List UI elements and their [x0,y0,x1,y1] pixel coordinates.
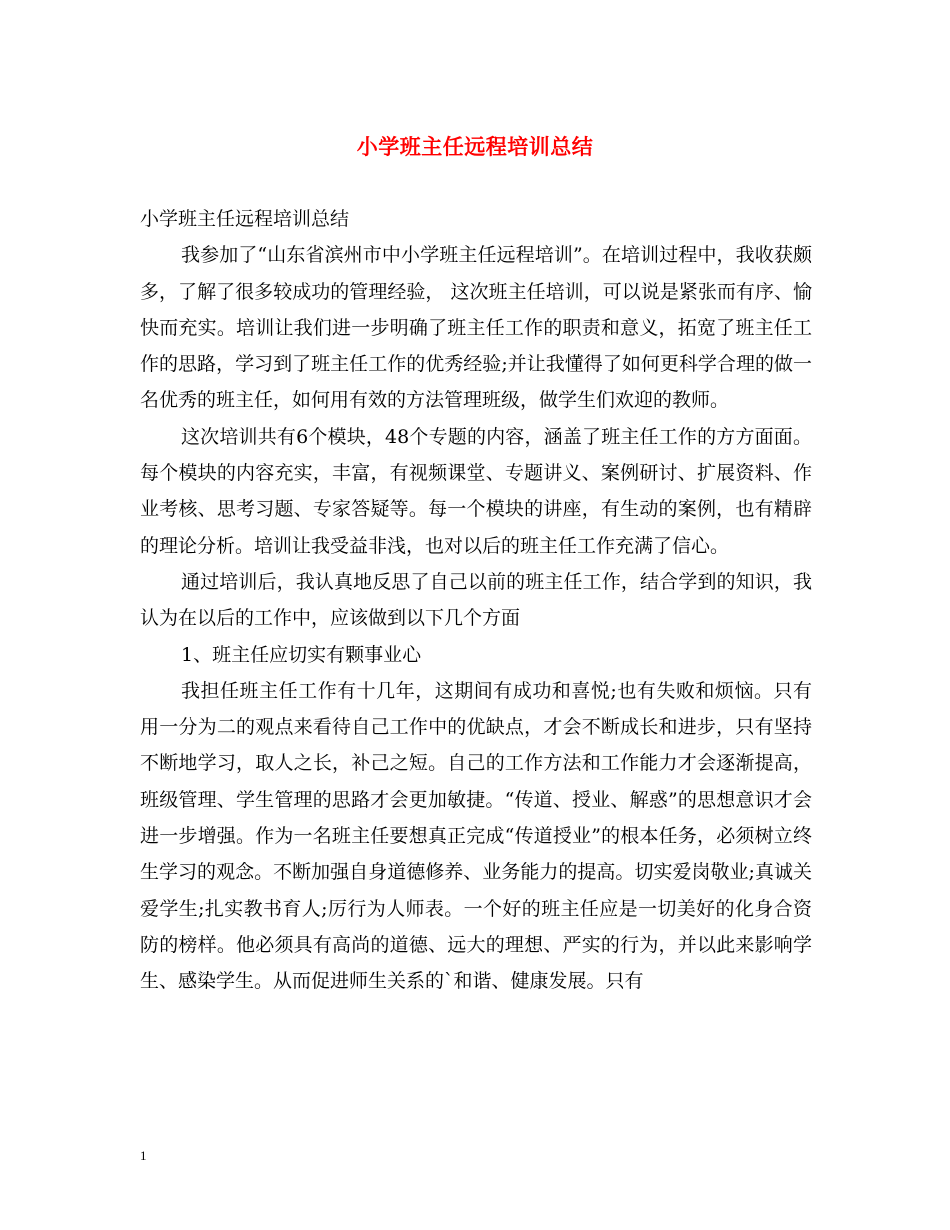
section-paragraph: 我担任班主任工作有十几年，这期间有成功和喜悦;也有失败和烦恼。只有用一分为二的观点来看待自己工作中的优缺点，才会不断成长和进步，只有坚持不断地学习，取人之长，补己之短。自己的工作方法和工作能力才会逐渐提高，班级管理、学生管理的思路才会更加敏捷。“传道、授业、解惑”的思想意识才会进一步增强。作为一名班主任要想真正完成“传道授业”的根本任务，必须树立终生学习的观念。不断加强自身道德修养、业务能力的提高。切实爱岗敬业;真诚关爱学生;扎实教书育人;厉行为人师表。一个好的班主任应是一切美好的化身合资防的榜样。他必须具有高尚的道德、远大的理想、严实的行为，并以此来影响学生、感染学生。从而促进师生关系的`和谐、健康发展。只有 [140,679,812,993]
document-title: 小学班主任远程培训总结 [356,134,594,159]
section-heading: 1、班主任应切实有颗事业心 [181,643,422,666]
paragraph-reflection: 通过培训后，我认真地反思了自己以前的班主任工作，结合学到的知识，我认为在以后的工作中，应该做到以下几个方面 [140,570,812,630]
page-number: 1 [140,1148,147,1163]
paragraph-modules: 这次培训共有6个模块，48个专题的内容，涵盖了班主任工作的方方面面。每个模块的内容充实，丰富，有视频课堂、专题讲义、案例研讨、扩展资料、作业考核、思考习题、专家答疑等。每一个模块的讲座，有生动的案例，也有精辟的理论分析。培训让我受益非浅，也对以后的班主任工作充满了信心。 [140,425,812,557]
document-body [140,201,812,1000]
paragraph-intro: 我参加了“山东省滨州市中小学班主任远程培训”。在培训过程中，我收获颇多，了解了很多较成功的管理经验， 这次班主任培训，可以说是紧张而有序、愉快而充实。培训让我们进一步明确了班主任工作的职责和意义，拓宽了班主任工作的思路，学习到了班主任工作的优秀经验;并让我懂得了如何更科学合理的做一名优秀的班主任，如何用有效的方法管理班级，做学生们欢迎的教师。 [140,244,812,412]
document-subtitle: 小学班主任远程培训总结 [140,208,350,230]
